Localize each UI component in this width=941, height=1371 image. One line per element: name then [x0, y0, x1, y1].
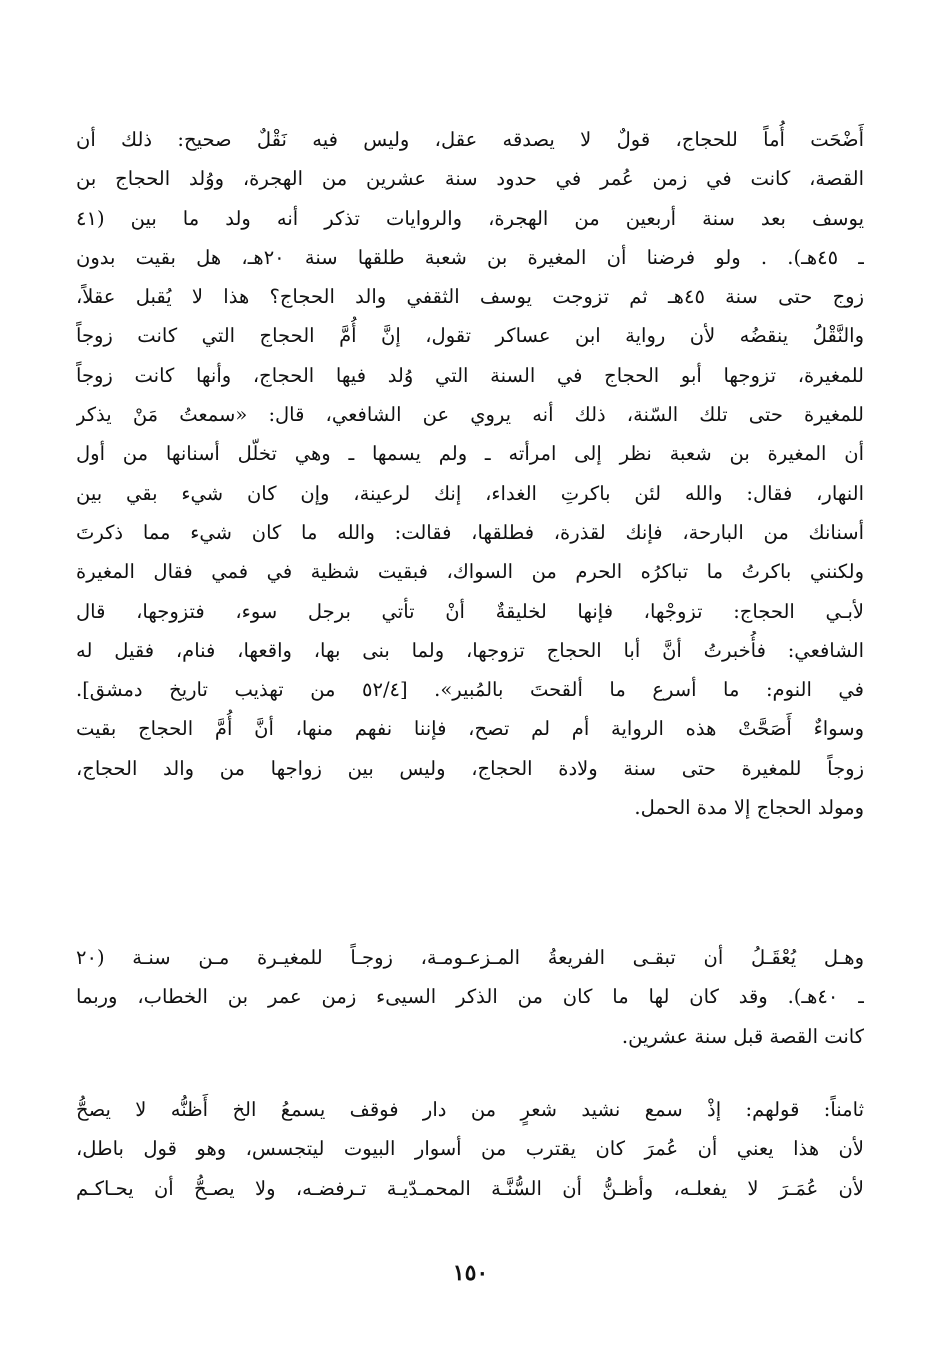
text-line: النهار، فقال: والله لئن باكرتِ الغداء، إنك لرعينة، وإن كان شيء بقي بين [76, 481, 864, 505]
text-line: والنَّقْلُ ينقضُه لأن رواية ابن عساكر تقول، إنَّ أُمَّ الحجاج التي كانت زوجاً [76, 324, 864, 348]
text-line: للمغيرة حتى تلك السّنة، ذلك أنه يروي عن الشافعي، قال: «سمعتُ مَنْ يذكر [76, 403, 864, 427]
text-line: وهـل يُعْقَـلُ أن تبقـى الفريعةُ المـزعـومـة، زوجـاً للمغيـرة مـن سنـة (٢٠ [76, 946, 864, 969]
paragraph-1 [76, 120, 864, 827]
text-line: ثامناً: قولهم: إذْ سمع نشيد شعرٍ من دار فوقف يسمعُ الخ أَظنُّه لا يصحُّ [76, 1098, 864, 1121]
text-line: أن المغيرة بن شعبة نظر إلى امرأته ـ ولم يسمها ـ وهي تخلّل أسنانها من أول [76, 442, 864, 466]
text-line: لأبـي الحجاج: تزوجْها، فإنها لخليقةٌ أنْ تأتي برجل سوء، فتزوجها، قال [76, 599, 864, 623]
text-line: يوسف بعد سنة أربعين من الهجرة، والروايات تذكر أنه ولد ما بين (٤١ [76, 206, 864, 230]
paragraph-3 [76, 1090, 864, 1208]
text-line: ـ ٤٠هـ). وقد كان لها ما كان من الذكر السيىء زمن عمر بن الخطاب، وربما [76, 985, 864, 1009]
text-line: زوجاً للمغيرة حتى سنة ولادة الحجاج، وليس بين زواجها من والد الحجاج، [76, 756, 864, 780]
text-line: كانت القصة قبل سنة عشرين. [621, 1024, 864, 1048]
text-line: أَضْحَت أُماً للحجاج، قولٌ لا يصدقه عقل، وليس فيه نَقْلٌ صحيح: ذلك أن [76, 128, 864, 151]
text-line: للمغيرة، تزوجها أبو الحجاج في السنة التي وُلد فيها الحجاج، وأنها كانت زوجاً [76, 363, 864, 387]
paragraph-2 [76, 938, 864, 1056]
text-line: لأن عُمَـرَ لا يفعلـه، وأظـنُّ أن السُّنَّـة المحمـدّيـة تـرفضـه، ولا يصـحُّ أن يحـاكـم [76, 1176, 864, 1200]
text-line: ومولد الحجاج إلا مدة الحمل. [634, 796, 864, 820]
text-line: الشافعي: فأُخبرتُ أنَّ أبا الحجاج تزوجها، ولما بنى بها، واقعها، فنام، فقيل له [76, 638, 864, 662]
text-line: ولكنني باكرتُ ما تباكرُه الحرم من السواك، فبقيت شظية في فمي فقال المغيرة [76, 560, 864, 584]
text-line: ـ ٤٥هـ). . ولو فرضنا أن المغيرة بن شعبة طلقها سنة ٢٠هـ، هل بقيت بدون [76, 245, 864, 269]
page-number: ١٥٠ [452, 1260, 489, 1286]
text-line: زوج حتى سنة ٤٥هـ ثم تزوجت يوسف الثقفي والد الحجاج؟ هذا لا يُقبل عقلاً، [76, 285, 864, 309]
text-line: أسنانك من البارحة، فإنك لقذرة، فطلقها، فقالت: والله ما كان شيء مما ذكرتَ [76, 520, 864, 544]
text-line: القصة، كانت في زمن عُمر في حدود سنة عشرين من الهجرة، ووُلد الحجاج بن [76, 167, 864, 191]
text-line: في النوم: ما أسرع ما ألقحتَ بالمُبير». [٥٢/٤ من تهذيب تاريخ دمشق]. [76, 678, 864, 702]
text-line: وسواءٌ أَصَحَّتْ هذه الرواية أم لم تصح، فإننا نفهم منها، أنَّ أُمَّ الحجاج بقيت [76, 717, 864, 741]
text-line: لأن هذا يعني أن عُمرَ كان يقترب من أسوار البيوت ليتجسس، وهو قول باطل، [76, 1137, 864, 1161]
